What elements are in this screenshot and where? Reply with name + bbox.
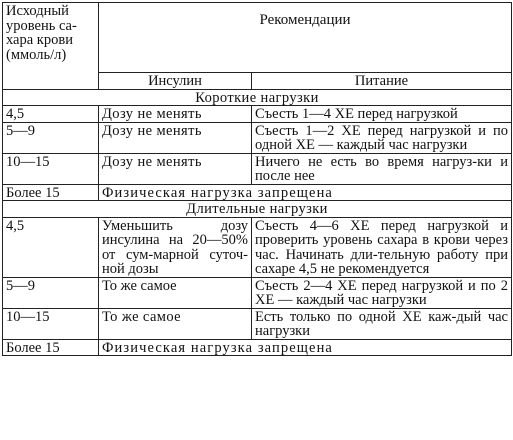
table-row — [3, 217, 512, 277]
prohibited-cell: Физическая нагрузка запрещена — [99, 339, 512, 356]
header-insulin: Инсулин — [99, 73, 252, 90]
section-title-short: Короткие нагрузки — [3, 89, 512, 106]
prohibited-cell: Физическая нагрузка запрещена — [99, 184, 512, 201]
nutrition-cell: Съесть 1—4 ХЕ перед нагрузкой — [252, 106, 512, 123]
nutrition-cell: Съесть 1—2 ХЕ перед нагрузкой и по одной ХЕ — каждый час нагрузки — [252, 122, 512, 153]
table-row — [3, 153, 512, 184]
table-row — [3, 122, 512, 153]
header-nutrition: Питание — [252, 73, 512, 90]
glucose-exercise-table — [2, 2, 512, 356]
section-title-long: Длительные нагрузки — [3, 201, 512, 218]
section-row-short — [3, 89, 512, 106]
table-row — [3, 184, 512, 201]
level-cell: 4,5 — [3, 217, 99, 277]
level-cell: 4,5 — [3, 106, 99, 123]
insulin-cell: То же самое — [99, 277, 252, 308]
nutrition-cell: Съесть 2—4 ХЕ перед нагрузкой и по 2 ХЕ — каждый час нагрузки — [252, 277, 512, 308]
header-row — [3, 3, 512, 73]
level-cell: 5—9 — [3, 122, 99, 153]
insulin-cell: Дозу не менять — [99, 106, 252, 123]
header-recommendations: Рекомендации — [99, 3, 512, 73]
insulin-cell: Дозу не менять — [99, 153, 252, 184]
level-cell: 10—15 — [3, 153, 99, 184]
level-cell: 10—15 — [3, 308, 99, 339]
table-row — [3, 308, 512, 339]
insulin-cell: Дозу не менять — [99, 122, 252, 153]
table-row — [3, 106, 512, 123]
nutrition-cell: Ничего не есть во время нагруз-ки и после нее — [252, 153, 512, 184]
insulin-cell: То же самое — [99, 308, 252, 339]
table-row — [3, 339, 512, 356]
level-cell: 5—9 — [3, 277, 99, 308]
section-row-long — [3, 201, 512, 218]
level-cell: Более 15 — [3, 339, 99, 356]
insulin-cell: Уменьшить дозу инсулина на 20—50% от сум-марной суточ-ной дозы — [99, 217, 252, 277]
level-cell: Более 15 — [3, 184, 99, 201]
nutrition-cell: Съесть 4—6 ХЕ перед нагрузкой и проверить уровень сахара в крови через час. Начинать дли-тельную работу при сахаре 4,5 не рекомендуется — [252, 217, 512, 277]
nutrition-cell: Есть только по одной ХЕ каж-дый час нагрузки — [252, 308, 512, 339]
table-row — [3, 277, 512, 308]
header-initial-level: Исходный уровень са-хара крови (ммоль/л) — [3, 3, 99, 90]
